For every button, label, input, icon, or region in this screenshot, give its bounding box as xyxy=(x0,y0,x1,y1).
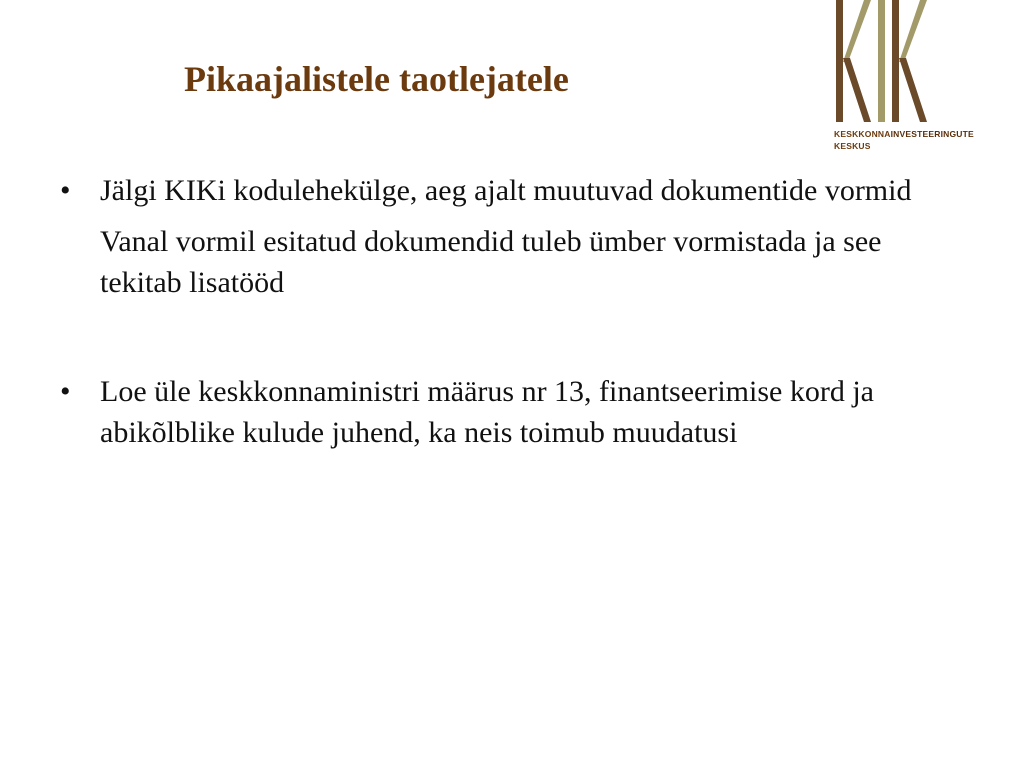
bullet-item xyxy=(60,371,960,453)
logo-letter-i xyxy=(878,0,885,122)
bullet-item xyxy=(60,170,960,211)
logo-text-keskus: KESKUS xyxy=(834,141,871,151)
slide-title: Pikaajalistele taotlejatele xyxy=(184,59,569,99)
bullet-symbol: • xyxy=(60,174,71,207)
logo-letter-k2 xyxy=(892,0,927,122)
bullet-symbol: • xyxy=(60,375,71,408)
bullet-continuation: Vanal vormil esitatud dokumendid tuleb ümber vormistada ja see tekitab lisatööd xyxy=(100,225,882,299)
slide-body xyxy=(60,170,960,453)
kik-logo-mark xyxy=(826,0,986,128)
logo-letter-k1 xyxy=(836,0,871,122)
kik-logo xyxy=(826,0,986,160)
logo-text-keskkonna: KESKKONNA xyxy=(834,129,891,139)
bullet-text: Jälgi KIKi kodulehekülge, aeg ajalt muutuvad dokumentide vormid xyxy=(100,174,912,207)
bullet-text: Loe üle keskkonnaministri määrus nr 13, finantseerimise kord ja abikõlblike kulude juhend, ka neis toimub muudatusi xyxy=(100,375,874,449)
logo-text-investeeringute: INVESTEERINGUTE xyxy=(890,129,974,139)
logo-text-line1 xyxy=(834,129,974,139)
